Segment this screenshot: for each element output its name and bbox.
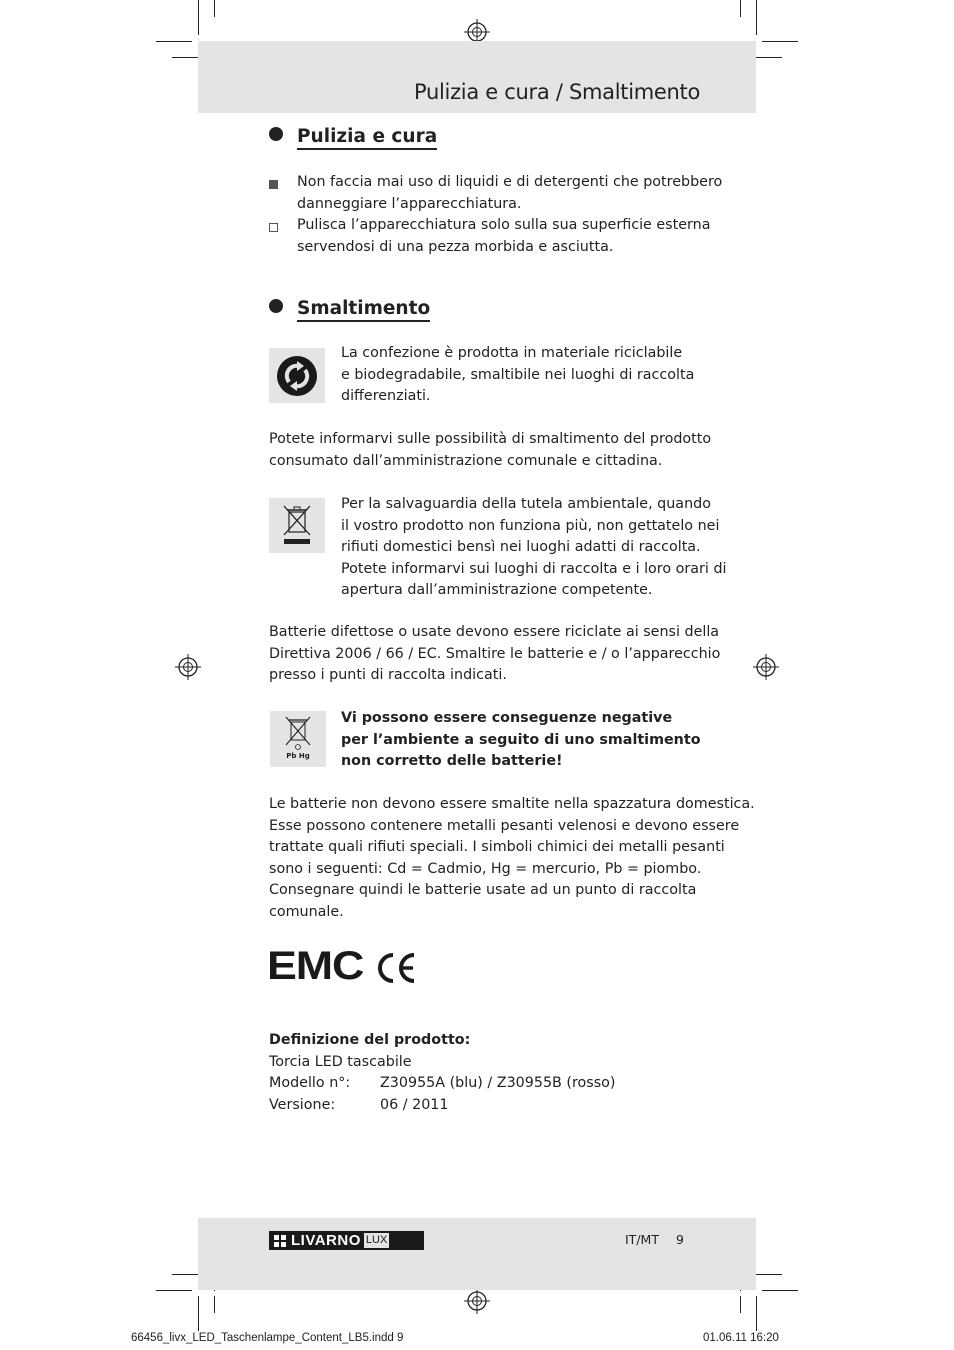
product-heading: Definizione del prodotto: — [269, 1032, 471, 1048]
weee-text: Per la salvaguardia della tutela ambientale, quando il vostro prodotto non funziona più, non gettatelo nei rifiuti domestici bensì nei luoghi adatti di raccolta. Potete informarvi sui luoghi di raccolta e i loro orari di apertura dall’amministrazione competente. — [341, 496, 727, 598]
heavy-metals-text: Le batterie non devono essere smaltite nella spazzatura domestica. Esse possono contenere metalli pesanti velenosi e devono essere trattate quali rifiuti speciali. I simboli chimici dei metalli pesanti sono i seguenti: Cd = Cadmio, Hg = mercurio, Pb = piombo. Consegnare quindi le batterie usate ad un punto di raccolta comunale. — [269, 796, 755, 920]
list-item: Pulisca l’apparecchiatura solo sulla sua superficie esterna servendosi di una pezza morbida e asciutta. — [297, 217, 711, 255]
language-code: IT/MT — [625, 1232, 659, 1247]
bullet-open-square-icon — [269, 223, 278, 232]
brand-name: LIVARNO — [291, 1232, 361, 1249]
battery-warning-text: Vi possono essere conseguenze negative per l’ambiente a seguito di uno smaltimento non corretto delle batterie! — [341, 710, 701, 769]
recycle-text: La confezione è prodotta in materiale riciclabile e biodegradabile, smaltibile nei luoghi di raccolta differenziati. — [341, 345, 695, 404]
battery-bin-icon — [270, 711, 326, 767]
page-number: 9 — [676, 1232, 684, 1247]
page-title: Pulizia e cura / Smaltimento — [414, 80, 700, 104]
registration-target-icon — [175, 654, 201, 680]
registration-target-icon — [753, 654, 779, 680]
version-value: 06 / 2011 — [380, 1097, 449, 1113]
bullet-square-icon — [269, 180, 278, 189]
battery-icon-label: Pb Hg — [286, 752, 310, 760]
heading-bullet-icon — [269, 299, 283, 313]
model-label: Modello n°: — [269, 1075, 351, 1091]
print-slug-date: 01.06.11 16:20 — [703, 1332, 779, 1344]
ce-mark-icon — [375, 951, 417, 989]
model-value: Z30955A (blu) / Z30955B (rosso) — [380, 1075, 616, 1091]
brand-suffix: LUX — [365, 1234, 388, 1246]
version-label: Versione: — [269, 1097, 336, 1113]
footer-band — [198, 1218, 756, 1290]
emc-mark: EMC — [267, 944, 364, 988]
brand-logo — [269, 1231, 424, 1250]
print-slug-file: 66456_livx_LED_Taschenlampe_Content_LB5.indd 9 — [131, 1332, 404, 1344]
disposal-info-text: Potete informarvi sulle possibilità di smaltimento del prodotto consumato dall’amministrazione comunale e cittadina. — [269, 431, 712, 469]
heading-bullet-icon — [269, 127, 283, 141]
section-heading-cleaning: Pulizia e cura — [269, 126, 437, 147]
list-item: Non faccia mai uso di liquidi e di detergenti che potrebbero danneggiare l’apparecchiatura. — [297, 174, 723, 212]
registration-target-icon — [464, 1288, 490, 1314]
battery-directive-text: Batterie difettose o usate devono essere riciclate ai sensi della Direttiva 2006 / 66 / EC. Smaltire le batterie e / o l’apparecchio presso i punti di raccolta indicati. — [269, 624, 721, 683]
section-heading-disposal: Smaltimento — [269, 298, 430, 319]
brand-logo-mark-icon — [274, 1235, 286, 1247]
product-name: Torcia LED tascabile — [269, 1054, 412, 1070]
crossed-bin-icon — [269, 498, 325, 553]
recycle-symbol-icon — [269, 348, 325, 403]
